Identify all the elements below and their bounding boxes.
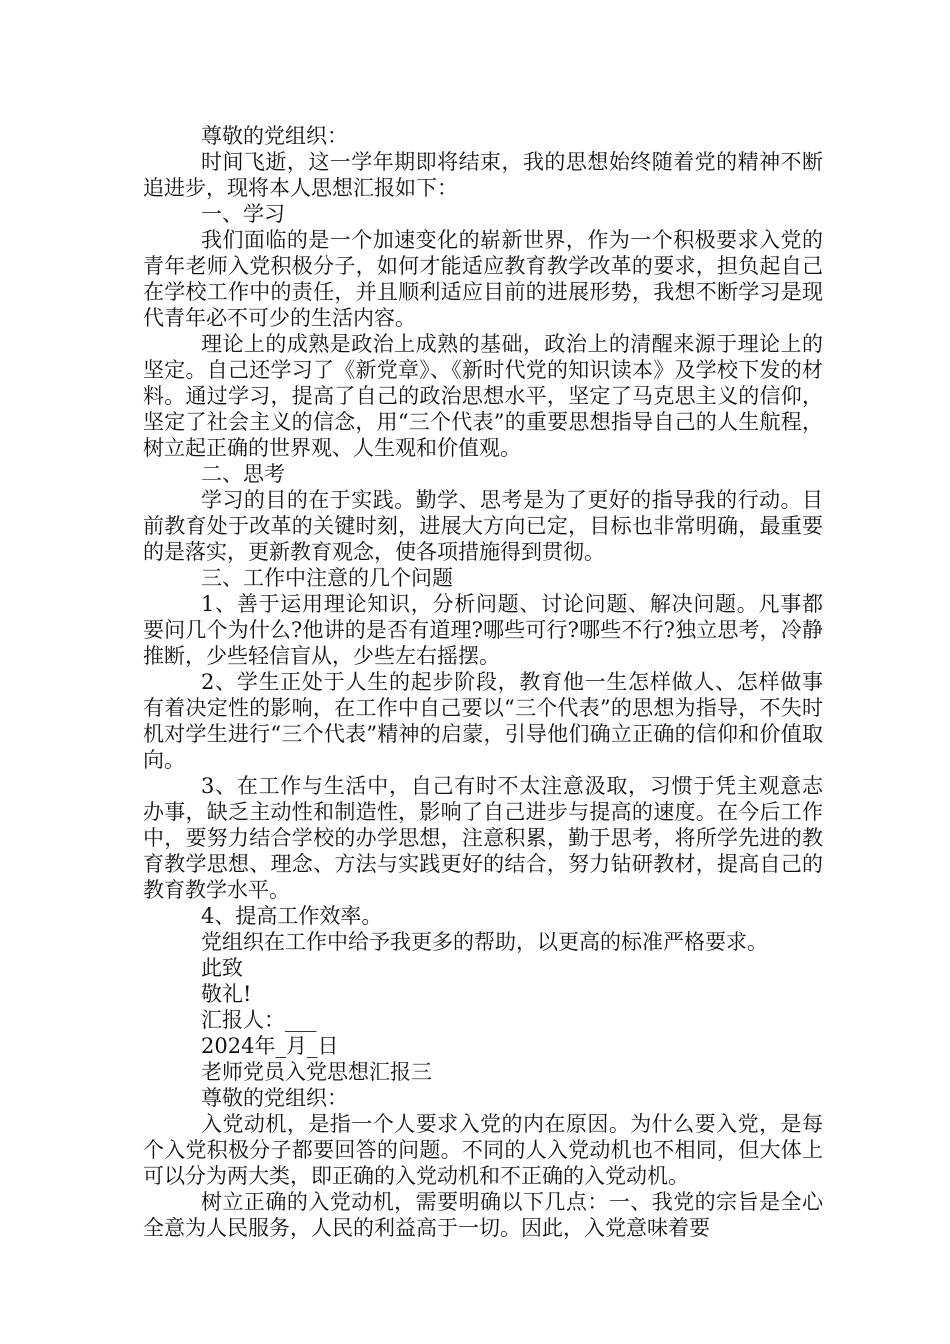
document-page: [143, 123, 823, 1241]
section-heading-issues: 三、工作中注意的几个问题: [201, 566, 453, 590]
motive-paragraph-1: 入党动机，是指一个人要求入党的内在原因。为什么要入党，是每个入党积极分子都要回答的问题。不同的人入党动机也不相同，但大体上可以分为两大类，即正确的入党动机和不正确的入党动机。: [143, 1112, 823, 1188]
study-paragraph-2: 理论上的成熟是政治上成熟的基础，政治上的清醒来源于理论上的坚定。自己还学习了《新党章》、《新时代党的知识读本》及学校下发的材料。通过学习，提高了自己的政治思想水平，坚定了马克思主义的信仰，坚定了社会主义的信念，用“三个代表”的重要思想指导自己的人生航程，树立起正确的世界观、人生观和价值观。: [143, 332, 823, 460]
issue-point-4: 4、提高工作效率。: [201, 904, 383, 928]
report-three-title: 老师党员入党思想汇报三: [201, 1060, 432, 1084]
study-paragraph-1: 我们面临的是一个加速变化的崭新世界，作为一个积极要求入党的青年老师入党积极分子，如何才能适应教育教学改革的要求，担负起自己在学校工作中的责任，并且顺利适应目前的进展形势，我想不断学习是现代青年必不可少的生活内容。: [143, 228, 823, 330]
motive-paragraph-2: 树立正确的入党动机，需要明确以下几点：一、我党的宗旨是全心全意为人民服务，人民的利益高于一切。因此，入党意味着要: [143, 1190, 823, 1240]
salutation: 尊敬的党组织：: [201, 124, 348, 148]
think-paragraph: 学习的目的在于实践。勤学、思考是为了更好的指导我的行动。目前教育处于改革的关键时刻，进展大方向已定，目标也非常明确，最重要的是落实，更新教育观念，使各项措施得到贯彻。: [143, 488, 823, 564]
intro-paragraph: 时间飞逝，这一学年期即将结束，我的思想始终随着党的精神不断追进步，现将本人思想汇报如下：: [143, 150, 823, 200]
section-heading-think: 二、思考: [201, 462, 285, 486]
section-heading-study: 一、学习: [201, 202, 285, 226]
date-line: 2024年_月_日: [201, 1034, 339, 1058]
closing-line-1: 此致: [201, 956, 243, 980]
issue-point-1: 1、善于运用理论知识，分析问题、讨论问题、解决问题。凡事都要问几个为什么?他讲的是否有道理?哪些可行?哪些不行?独立思考，冷静推断，少些轻信盲从，少些左右摇摆。: [143, 592, 823, 668]
closing-line-2: 敬礼!: [201, 982, 252, 1006]
issue-point-2: 2、学生正处于人生的起步阶段，教育他一生怎样做人、怎样做事有着决定性的影响，在工作中自己要以“三个代表”的思想为指导，不失时机对学生进行“三个代表”精神的启蒙，引导他们确立正确的信仰和价值取向。: [143, 670, 823, 772]
salutation-second: 尊敬的党组织：: [201, 1086, 348, 1110]
hope-line: 党组织在工作中给予我更多的帮助，以更高的标准严格要求。: [201, 930, 768, 954]
issue-point-3: 3、在工作与生活中，自己有时不太注意汲取，习惯于凭主观意志办事，缺乏主动性和制造性，影响了自己进步与提高的速度。在今后工作中，要努力结合学校的办学思想，注意积累，勤于思考，将所学先进的教育教学思想、理念、方法与实践更好的结合，努力钻研教材，提高自己的教育教学水平。: [143, 774, 823, 902]
reporter-line: 汇报人：___: [201, 1008, 317, 1032]
